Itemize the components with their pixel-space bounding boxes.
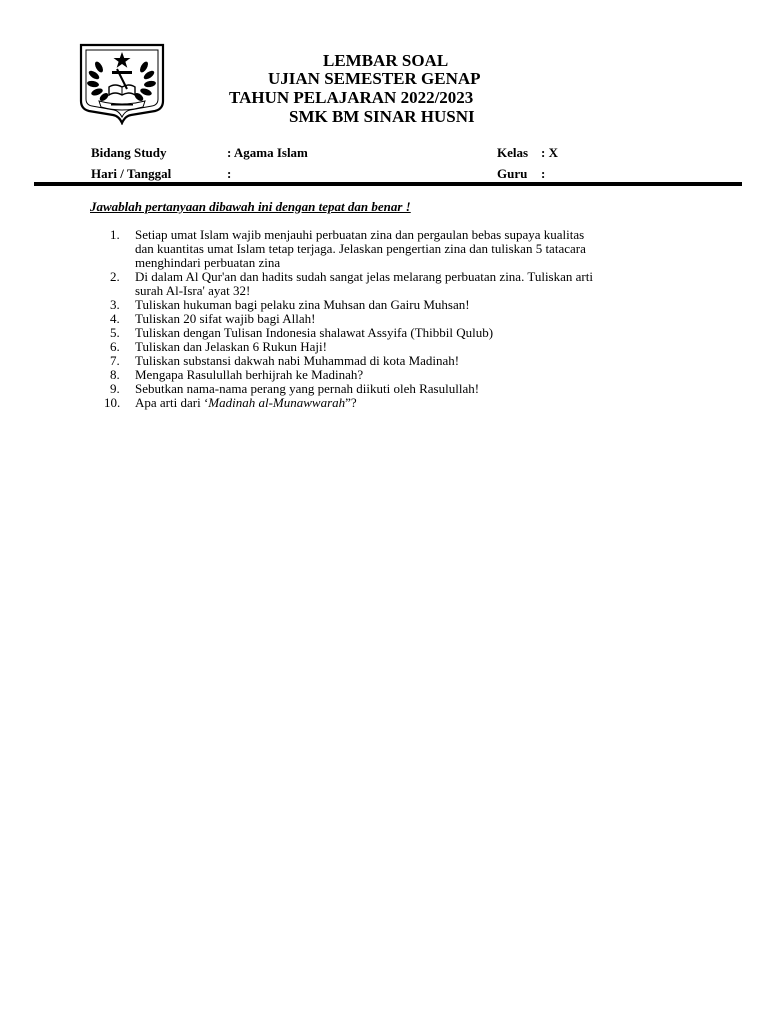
question-number: 1. bbox=[110, 227, 120, 242]
question-line: dan kuantitas umat Islam tetap terjaga. Jelaskan pengertian zina dan tuliskan 5 tatacara bbox=[135, 241, 586, 256]
question-line: Tuliskan dan Jelaskan 6 Rukun Haji! bbox=[135, 339, 327, 354]
question-number: 6. bbox=[110, 339, 120, 354]
title-school: SMK BM SINAR HUSNI bbox=[289, 107, 475, 126]
teacher-label: Guru bbox=[497, 166, 528, 181]
question-line: menghindari perbuatan zina bbox=[135, 255, 281, 270]
question-line: Mengapa Rasulullah berhijrah ke Madinah? bbox=[135, 367, 364, 382]
school-logo bbox=[79, 43, 165, 125]
question-number: 8. bbox=[110, 367, 120, 382]
question-item bbox=[90, 312, 690, 326]
subject-value: : Agama Islam bbox=[227, 145, 308, 160]
question-number: 2. bbox=[110, 269, 120, 284]
question-line: Tuliskan substansi dakwah nabi Muhammad di kota Madinah! bbox=[135, 353, 460, 368]
question-item bbox=[90, 270, 690, 298]
question-number: 4. bbox=[110, 311, 120, 326]
question-line bbox=[135, 396, 690, 410]
instruction-text: Jawablah pertanyaan dibawah ini dengan tepat dan benar ! bbox=[90, 199, 411, 214]
question-prefix: Apa arti dari ‘ bbox=[135, 395, 209, 410]
question-line: Di dalam Al Qur'an dan hadits sudah sangat jelas melarang perbuatan zina. Tuliskan arti bbox=[135, 269, 593, 284]
question-item bbox=[90, 382, 690, 396]
question-number: 7. bbox=[110, 353, 120, 368]
question-list bbox=[90, 228, 690, 410]
question-italic-term: Madinah al-Munawwarah bbox=[208, 395, 346, 410]
question-item bbox=[90, 228, 690, 270]
question-item bbox=[90, 354, 690, 368]
question-item bbox=[90, 326, 690, 340]
day-label: Hari / Tanggal bbox=[91, 166, 172, 181]
header-divider bbox=[34, 182, 742, 186]
question-number: 9. bbox=[110, 381, 120, 396]
title-lembar-soal: LEMBAR SOAL bbox=[323, 51, 449, 70]
question-line: Tuliskan dengan Tulisan Indonesia shalawat Assyifa (Thibbil Qulub) bbox=[135, 325, 494, 340]
question-line: Tuliskan 20 sifat wajib bagi Allah! bbox=[135, 311, 316, 326]
title-ujian: UJIAN SEMESTER GENAP bbox=[268, 69, 481, 88]
question-item bbox=[90, 368, 690, 382]
subject-label: Bidang Study bbox=[91, 145, 167, 160]
school-emblem-icon bbox=[79, 43, 165, 125]
question-line: Sebutkan nama-nama perang yang pernah diikuti oleh Rasulullah! bbox=[135, 381, 480, 396]
class-label: Kelas bbox=[497, 145, 529, 160]
day-value: : bbox=[227, 166, 232, 181]
class-value: : X bbox=[541, 145, 558, 160]
title-tahun: TAHUN PELAJARAN 2022/2023 bbox=[229, 88, 474, 107]
question-item bbox=[90, 396, 690, 410]
question-number: 10. bbox=[104, 395, 121, 410]
question-line: surah Al-Isra' ayat 32! bbox=[135, 283, 251, 298]
question-item bbox=[90, 298, 690, 312]
question-number: 5. bbox=[110, 325, 120, 340]
question-line: Tuliskan hukuman bagi pelaku zina Muhsan dan Gairu Muhsan! bbox=[135, 297, 470, 312]
question-number: 3. bbox=[110, 297, 120, 312]
question-suffix: ”? bbox=[345, 395, 357, 410]
question-item bbox=[90, 340, 690, 354]
teacher-value: : bbox=[541, 166, 546, 181]
question-line: Setiap umat Islam wajib menjauhi perbuatan zina dan pergaulan bebas supaya kualitas bbox=[135, 227, 585, 242]
